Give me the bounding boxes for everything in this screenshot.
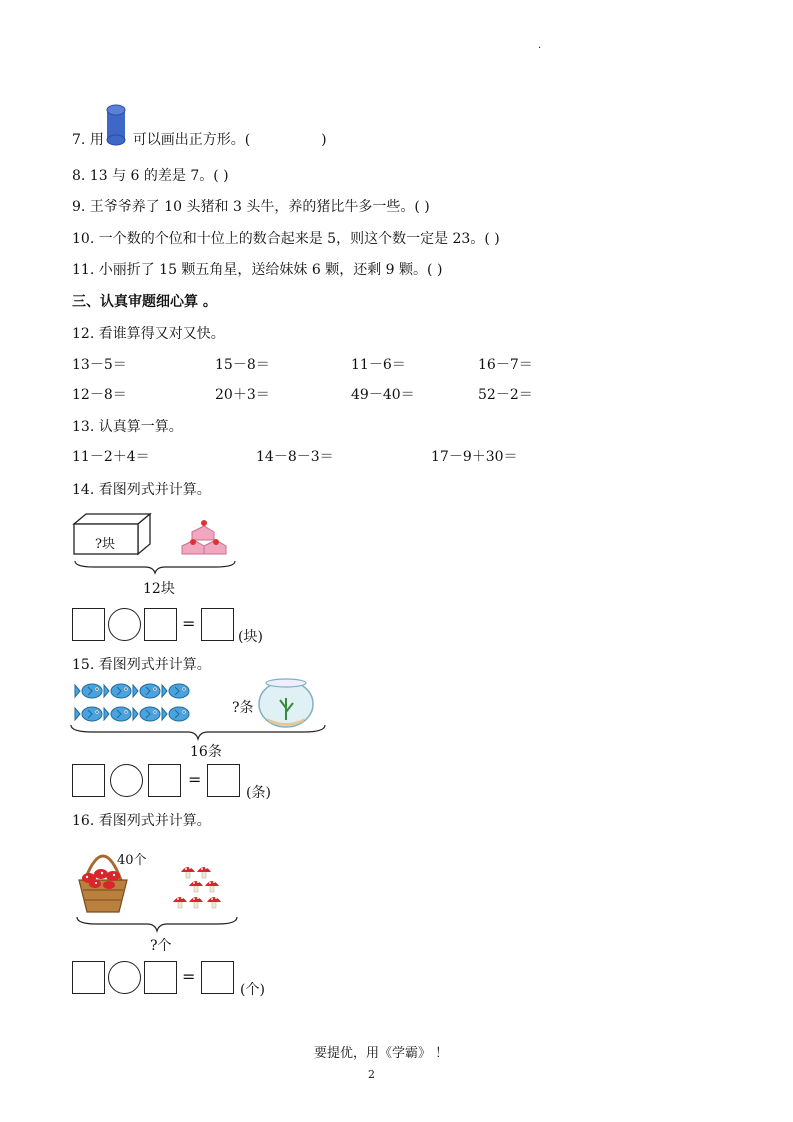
calc-item: 11－6＝	[351, 357, 406, 373]
answer-box[interactable]	[148, 764, 181, 797]
cake-icon	[190, 512, 236, 556]
calc-item: 16－7＝	[478, 357, 533, 373]
total-brace	[74, 560, 236, 574]
calc-item: 15－8＝	[215, 357, 270, 373]
mushroom-icon	[189, 881, 203, 892]
cylinder-icon	[106, 104, 126, 146]
question-11: 11. 小丽折了 15 颗五角星，送给妹妹 6 颗，还剩 9 颗。( )	[72, 262, 443, 278]
fish-icon	[133, 707, 160, 721]
answer-box[interactable]	[144, 961, 177, 994]
fish-icon	[162, 707, 189, 721]
answer-box[interactable]	[207, 764, 240, 797]
page-number: 2	[368, 1068, 375, 1081]
calc-item: 11－2＋4＝	[72, 449, 150, 465]
basket-label: 40个	[117, 853, 147, 868]
total-label: 16条	[190, 744, 222, 760]
total-brace	[70, 724, 326, 740]
question-8: 8. 13 与 6 的差是 7。( )	[72, 168, 229, 184]
question-12-title: 12. 看谁算得又对又快。	[72, 326, 225, 342]
box-label: ?块	[95, 537, 115, 552]
answer-box[interactable]	[72, 961, 105, 994]
equals-sign: =	[188, 770, 202, 789]
question-15-title: 15. 看图列式并计算。	[72, 657, 211, 673]
question-label: ?条	[232, 700, 254, 716]
mushroom-icon	[181, 867, 195, 878]
calc-item: 14－8－3＝	[256, 449, 334, 465]
mushroom-icon	[197, 867, 211, 878]
calc-item: 13－5＝	[72, 357, 127, 373]
mushroom-group	[170, 860, 232, 920]
answer-box[interactable]	[72, 764, 105, 797]
fish-icon	[133, 684, 160, 698]
calc-item: 17－9＋30＝	[431, 449, 518, 465]
fish-icon	[104, 684, 131, 698]
question-7-close: )	[321, 132, 327, 148]
footer-slogan: 要提优，用《学霸》 ！	[314, 1046, 449, 1061]
question-9: 9. 王爷爷养了 10 头猪和 3 头牛，养的猪比牛多一些。( )	[72, 199, 430, 215]
question-7-number: 7.	[72, 132, 86, 148]
operator-circle[interactable]	[110, 764, 143, 797]
fishbowl-icon	[257, 678, 315, 728]
mushroom-icon	[189, 897, 203, 908]
fish-icon	[104, 707, 131, 721]
question-7-post: 可以画出正方形。(	[132, 132, 251, 148]
total-brace	[76, 916, 238, 932]
answer-box[interactable]	[144, 608, 177, 641]
total-label: ?个	[150, 938, 172, 954]
section-3-title: 三、认真审题细心算 。	[72, 294, 217, 310]
fish-icon	[75, 684, 102, 698]
mushroom-icon	[173, 897, 187, 908]
answer-box[interactable]	[72, 608, 105, 641]
mushroom-icon	[207, 897, 221, 908]
question-16-title: 16. 看图列式并计算。	[72, 813, 211, 829]
question-10: 10. 一个数的个位和十位上的数合起来是 5，则这个数一定是 23。( )	[72, 231, 500, 247]
unit-label: (个)	[240, 982, 265, 998]
answer-box[interactable]	[201, 961, 234, 994]
equals-sign: =	[182, 614, 196, 633]
answer-box[interactable]	[201, 608, 234, 641]
calc-item: 52－2＝	[478, 387, 533, 403]
question-14-title: 14. 看图列式并计算。	[72, 482, 211, 498]
operator-circle[interactable]	[108, 608, 141, 641]
equals-sign: =	[182, 967, 196, 986]
calc-item: 12－8＝	[72, 387, 127, 403]
fish-icon	[75, 707, 102, 721]
unit-label: (条)	[246, 785, 271, 801]
fish-group	[78, 681, 196, 727]
calc-item: 49－40＝	[351, 387, 415, 403]
mushroom-icon	[205, 881, 219, 892]
fish-icon	[162, 684, 189, 698]
header-dot: .	[538, 40, 542, 51]
total-label: 12块	[143, 581, 175, 597]
calc-item: 20＋3＝	[215, 387, 270, 403]
operator-circle[interactable]	[108, 961, 141, 994]
question-13-title: 13. 认真算一算。	[72, 419, 183, 435]
unit-label: (块)	[238, 629, 263, 645]
question-7-pre: 用	[89, 132, 104, 148]
